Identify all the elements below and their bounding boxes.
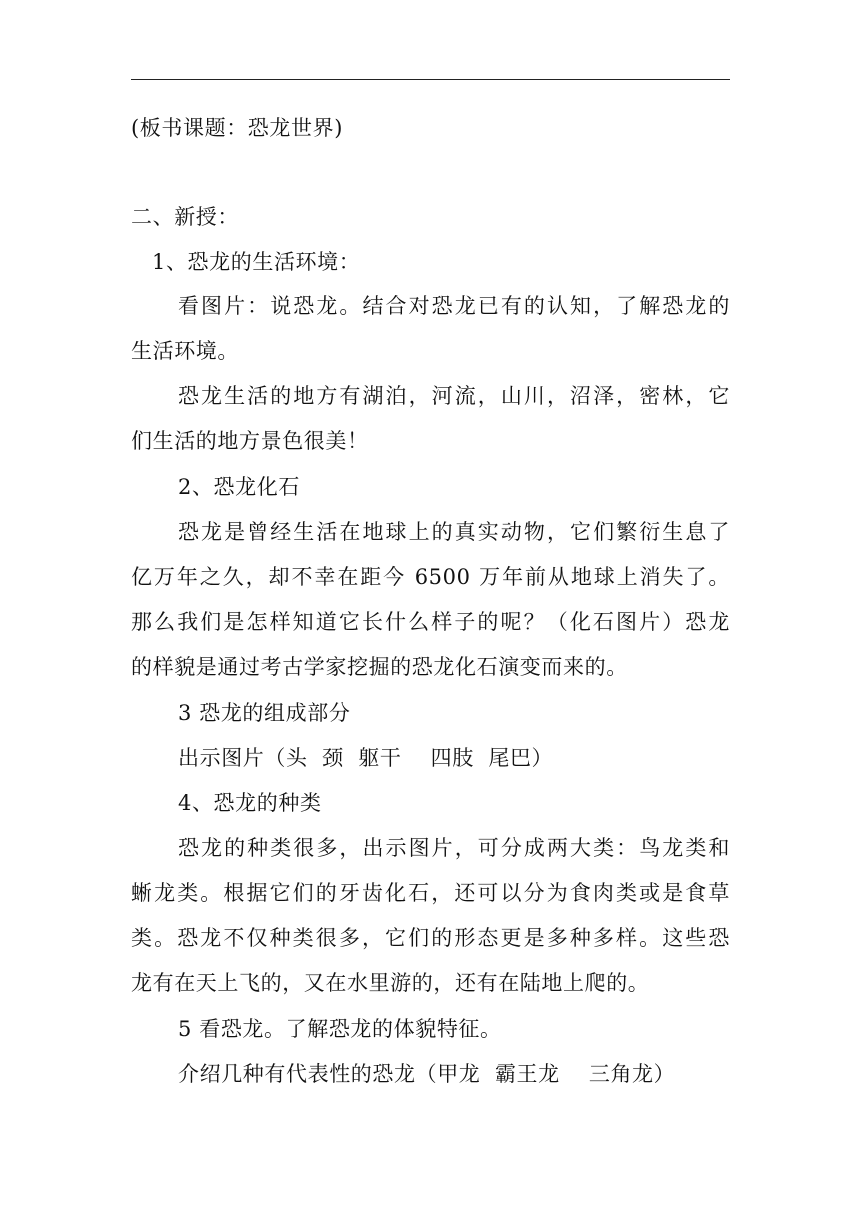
- subsection-5-heading: 5 看恐龙。了解恐龙的体貌特征。: [178, 1017, 502, 1041]
- paragraph-4-line-1: 出示图片（头 颈 躯干 四肢 尾巴）: [178, 746, 554, 770]
- board-title: (板书课题：恐龙世界): [131, 116, 343, 140]
- paragraph-3-line-1: 恐龙是曾经生活在地球上的真实动物，它们繁衍生息了: [178, 520, 730, 544]
- header-rule: [131, 79, 730, 80]
- paragraph-2-line-2: 们生活的地方景色很美！: [131, 429, 369, 453]
- subsection-4-heading: 4、恐龙的种类: [178, 791, 322, 815]
- paragraph-1-line-1: 看图片：说恐龙。结合对恐龙已有的认知，了解恐龙的: [178, 294, 730, 318]
- paragraph-3-line-2: 亿万年之久，却不幸在距今 6500 万年前从地球上消失了。: [131, 565, 730, 589]
- subsection-3-heading: 3 恐龙的组成部分: [178, 701, 351, 725]
- paragraph-2-line-1: 恐龙生活的地方有湖泊，河流，山川，沼泽，密林，它: [178, 384, 730, 408]
- paragraph-5-line-1: 恐龙的种类很多，出示图片，可分成两大类：鸟龙类和: [178, 836, 730, 860]
- subsection-2-heading: 2、恐龙化石: [178, 475, 300, 499]
- paragraph-5-line-4: 龙有在天上飞的，又在水里游的，还有在陆地上爬的。: [131, 971, 650, 995]
- paragraph-3-line-3: 那么我们是怎样知道它长什么样子的呢？（化石图片）恐龙: [131, 610, 730, 634]
- paragraph-1-line-2: 生活环境。: [131, 339, 239, 363]
- paragraph-5-line-2: 蜥龙类。根据它们的牙齿化石，还可以分为食肉类或是食草: [131, 881, 730, 905]
- paragraph-3-line-4: 的样貌是通过考古学家挖掘的恐龙化石演变而来的。: [131, 655, 628, 679]
- subsection-1-heading: 1、恐龙的生活环境：: [152, 250, 361, 274]
- paragraph-5-line-3: 类。恐龙不仅种类很多，它们的形态更是多种多样。这些恐: [131, 926, 730, 950]
- paragraph-6-line-1: 介绍几种有代表性的恐龙（甲龙 霸王龙 三角龙）: [178, 1062, 676, 1086]
- section-heading: 二、新授：: [131, 205, 239, 229]
